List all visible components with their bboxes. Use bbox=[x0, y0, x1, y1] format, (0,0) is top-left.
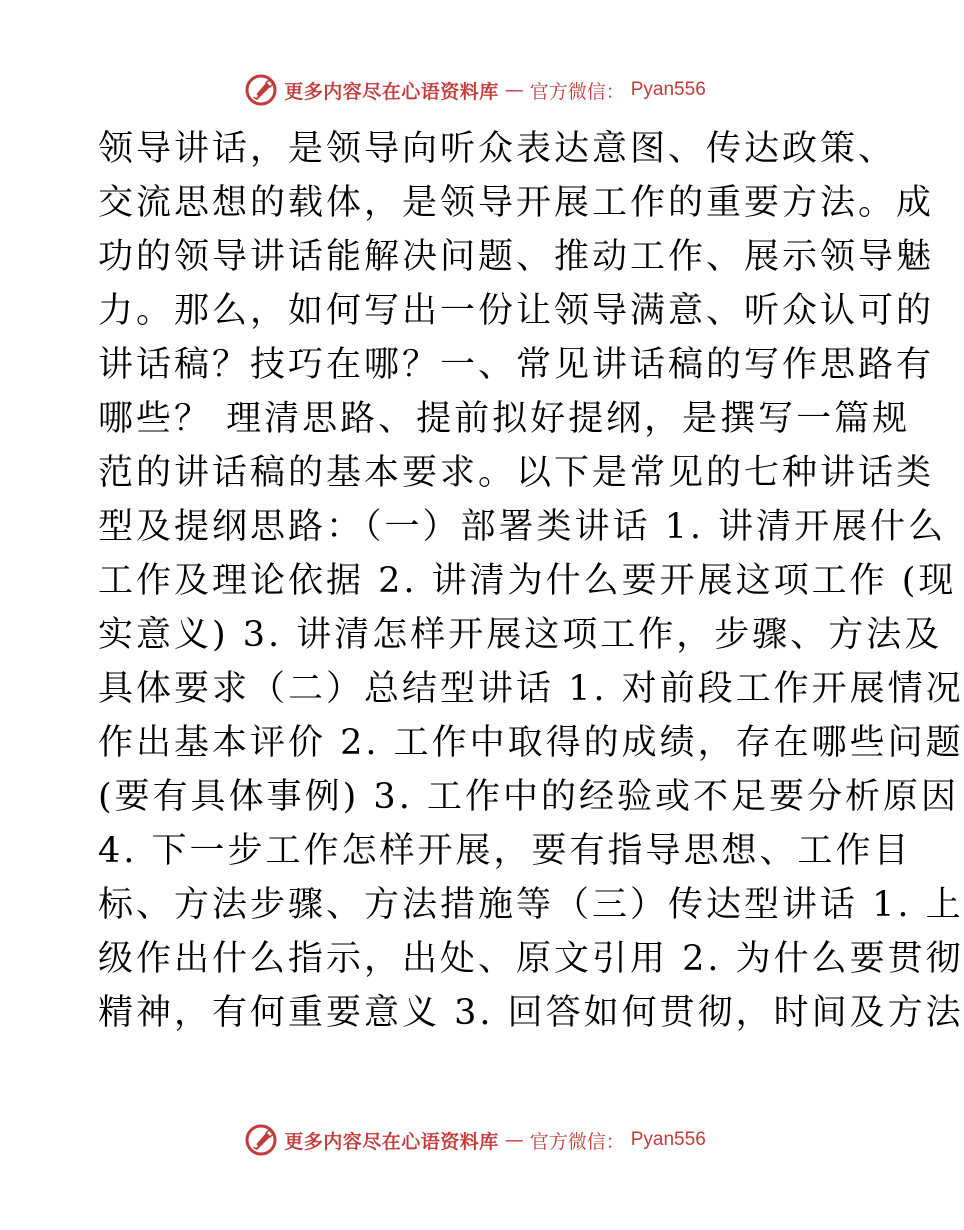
text-line: 哪些？ 理清思路、提前拟好提纲，是撰写一篇规 bbox=[98, 399, 911, 439]
text-line: 作出基本评价 2. 工作中取得的成绩，存在哪些问题 bbox=[98, 723, 964, 763]
watermark-brand-text: 更多内容尽在心语资料库 bbox=[284, 80, 499, 103]
watermark-dash: — bbox=[504, 79, 524, 101]
text-line: 型及提纲思路：（一）部署类讲话 1. 讲清开展什么 bbox=[98, 507, 947, 547]
text-line: 4. 下一步工作怎样开展，要有指导思想、工作目 bbox=[98, 831, 912, 871]
text-line: 标、方法步骤、方法措施等（三）传达型讲话 1. 上 bbox=[98, 885, 964, 925]
watermark-dash: — bbox=[504, 1129, 524, 1151]
text-line: 级作出什么指示，出处、原文引用 2. 为什么要贯彻 bbox=[98, 939, 964, 979]
text-line: 交流思想的载体，是领导开展工作的重要方法。成 bbox=[98, 183, 935, 223]
watermark-header bbox=[0, 72, 950, 108]
text-line: 力。那么，如何写出一份让领导满意、听众认可的 bbox=[98, 291, 935, 331]
text-line: 实意义) 3. 讲清怎样开展这项工作，步骤、方法及 bbox=[98, 615, 943, 655]
text-line: 领导讲话，是领导向听众表达意图、传达政策、 bbox=[98, 129, 897, 169]
text-line: 功的领导讲话能解决问题、推动工作、展示领导魅 bbox=[98, 237, 935, 277]
text-line: 具体要求（二）总结型讲话 1. 对前段工作开展情况 bbox=[98, 669, 964, 709]
watermark-wechat-id: Pyan556 bbox=[630, 1129, 706, 1150]
pen-nib-logo-icon bbox=[244, 73, 278, 107]
watermark-footer bbox=[0, 1122, 950, 1158]
watermark-brand-text: 更多内容尽在心语资料库 bbox=[284, 1130, 499, 1153]
text-line: (要有具体事例) 3. 工作中的经验或不足要分析原因 bbox=[98, 777, 959, 817]
text-line: 工作及理论依据 2. 讲清为什么要开展这项工作 (现 bbox=[98, 561, 957, 601]
pen-nib-logo-icon bbox=[244, 1123, 278, 1157]
watermark-official-label: 官方微信： bbox=[529, 1130, 625, 1153]
watermark-wechat-id: Pyan556 bbox=[630, 79, 706, 100]
text-line: 精神，有何重要意义 3. 回答如何贯彻，时间及方法 bbox=[98, 993, 964, 1033]
text-line: 范的讲话稿的基本要求。以下是常见的七种讲话类 bbox=[98, 453, 935, 493]
watermark-official-label: 官方微信： bbox=[529, 80, 625, 103]
text-line: 讲话稿？技巧在哪？一、常见讲话稿的写作思路有 bbox=[98, 345, 935, 385]
document-body bbox=[98, 122, 964, 1040]
